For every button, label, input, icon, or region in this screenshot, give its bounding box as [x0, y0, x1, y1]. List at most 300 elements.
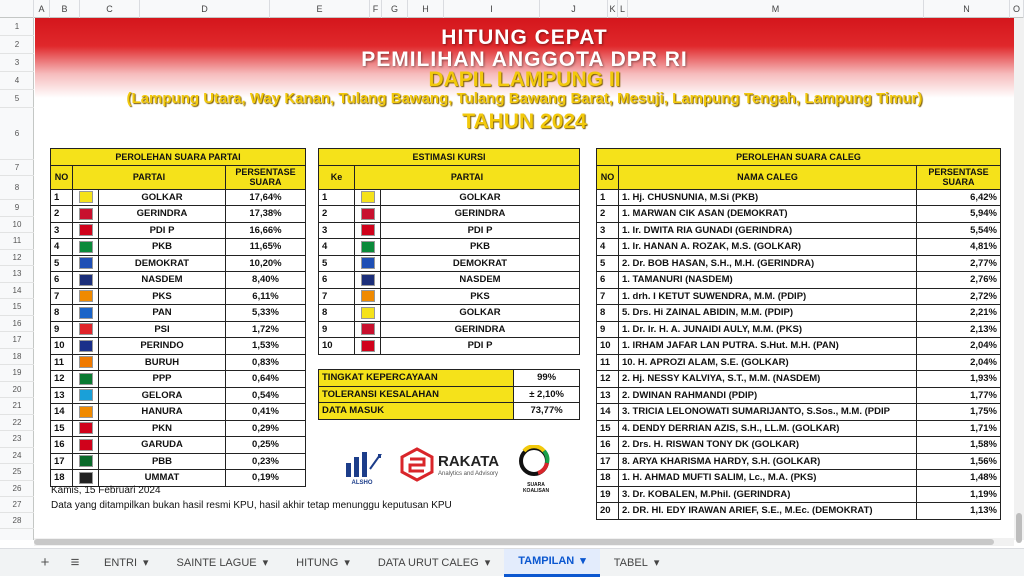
party-logo-icon: [79, 406, 93, 418]
row-header-15[interactable]: 15: [0, 299, 34, 316]
party-pct: 10,20%: [226, 255, 306, 272]
column-header-M[interactable]: M: [628, 0, 924, 18]
stats-table: [318, 369, 580, 420]
party-logo-icon: [361, 208, 375, 220]
party-name: DEMOKRAT: [99, 255, 226, 272]
party-logo: [73, 255, 99, 272]
footnote-disclaimer: Data yang ditampilkan bukan hasil resmi KPU, hasil akhir tetap menunggu keputusan KPU: [51, 500, 452, 511]
table-row: [51, 288, 306, 305]
caleg-pct: 1,71%: [917, 420, 1001, 437]
party-logo: [73, 420, 99, 437]
table-row: [597, 321, 1001, 338]
caleg-name: 1. Hj. CHUSNUNIA, M.Si (PKB): [619, 189, 917, 206]
row-no: 2: [51, 206, 73, 223]
table-row: [51, 189, 306, 206]
table-row: [51, 206, 306, 223]
row-header-22[interactable]: 22: [0, 415, 34, 432]
party-name: PPP: [99, 371, 226, 388]
table-row: [319, 305, 580, 322]
row-no: 6: [319, 272, 355, 289]
party-logo-icon: [361, 241, 375, 253]
party-logo: [73, 387, 99, 404]
party-name: NASDEM: [381, 272, 580, 289]
caleg-name: 2. DWINAN RAHMANDI (PDIP): [619, 387, 917, 404]
row-header-21[interactable]: 21: [0, 398, 34, 415]
row-header-19[interactable]: 19: [0, 365, 34, 382]
sheet-tab-label: ENTRI: [104, 556, 137, 569]
party-table-header: PEROLEHAN SUARA PARTAI: [51, 149, 306, 166]
caleg-pct: 1,77%: [917, 387, 1001, 404]
table-row: [319, 272, 580, 289]
table-row: [51, 470, 306, 487]
caleg-name: 4. DENDY DERRIAN AZIS, S.H., LL.M. (GOLKAR): [619, 420, 917, 437]
row-header-3[interactable]: 3: [0, 54, 34, 72]
column-header-F[interactable]: F: [370, 0, 382, 18]
row-no: 16: [597, 437, 619, 454]
party-logo: [73, 206, 99, 223]
party-logo-icon: [79, 455, 93, 467]
sheet-tab-sainte-lague[interactable]: [163, 549, 283, 577]
row-no: 7: [597, 288, 619, 305]
row-header-27[interactable]: 27: [0, 497, 34, 513]
row-no: 9: [319, 321, 355, 338]
caleg-name: 1. IRHAM JAFAR LAN PUTRA. S.Hut. M.H. (PAN): [619, 338, 917, 355]
row-no: 4: [597, 239, 619, 256]
stat-label: DATA MASUK: [319, 403, 514, 420]
party-logo-icon: [361, 307, 375, 319]
sheet-tab-label: DATA URUT CALEG: [377, 556, 479, 569]
column-header-C[interactable]: C: [80, 0, 140, 18]
col-no: NO: [51, 165, 73, 189]
caleg-name: 1. Ir. DWITA RIA GUNADI (GERINDRA): [619, 222, 917, 239]
party-logo-icon: [79, 191, 93, 203]
party-logo-icon: [79, 389, 93, 401]
row-header-4[interactable]: 4: [0, 72, 34, 90]
table-row: [319, 321, 580, 338]
horizontal-scrollbar[interactable]: [34, 538, 1014, 546]
party-name: PKN: [99, 420, 226, 437]
party-name: PKB: [99, 239, 226, 256]
sheet-tab-tabel[interactable]: [600, 549, 674, 577]
party-name: BURUH: [99, 354, 226, 371]
party-logo-icon: [79, 257, 93, 269]
table-row: [319, 338, 580, 355]
sheet-tab-label: HITUNG: [296, 556, 339, 569]
party-logo-icon: [79, 340, 93, 352]
table-row: [51, 255, 306, 272]
table-row: [597, 503, 1001, 520]
title-line1: HITUNG CEPAT: [441, 26, 608, 49]
row-no: 13: [51, 387, 73, 404]
row-no: 3: [51, 222, 73, 239]
caleg-votes-table: [596, 148, 1001, 520]
party-logo: [355, 206, 381, 223]
party-logo-icon: [361, 224, 375, 236]
row-no: 7: [319, 288, 355, 305]
row-no: 18: [597, 470, 619, 487]
row-no: 6: [51, 272, 73, 289]
alsho-logo: ALSHO: [340, 449, 384, 483]
row-no: 9: [597, 321, 619, 338]
table-row: [597, 305, 1001, 322]
row-header-7[interactable]: 7: [0, 160, 34, 176]
col-pct: PERSENTASE SUARA: [226, 165, 306, 189]
sheet-tabs: [90, 549, 673, 577]
row-header-28[interactable]: 28: [0, 513, 34, 529]
row-no: 10: [597, 338, 619, 355]
party-name: PKS: [381, 288, 580, 305]
column-header-J[interactable]: J: [540, 0, 608, 18]
stat-value: ± 2,10%: [514, 386, 580, 403]
row-no: 8: [319, 305, 355, 322]
party-logo-icon: [79, 373, 93, 385]
row-no: 13: [597, 387, 619, 404]
row-header-17[interactable]: 17: [0, 332, 34, 349]
party-logo: [73, 321, 99, 338]
table-row: [597, 338, 1001, 355]
stat-value: 73,77%: [514, 403, 580, 420]
table-row: [51, 338, 306, 355]
party-votes-table: [50, 148, 306, 487]
sheet-canvas: [35, 18, 1014, 538]
row-header-bar: [0, 18, 34, 540]
column-header-B[interactable]: B: [50, 0, 80, 18]
caleg-name: 3. TRICIA LELONOWATI SUMARIJANTO, S.Sos., M.M. (PDIP: [619, 404, 917, 421]
row-no: 9: [51, 321, 73, 338]
chevron-down-icon[interactable]: ▾: [484, 556, 491, 569]
party-pct: 6,11%: [226, 288, 306, 305]
caleg-name: 1. drh. I KETUT SUWENDRA, M.M. (PDIP): [619, 288, 917, 305]
party-logo: [73, 354, 99, 371]
all-sheets-menu-button[interactable]: ≡: [70, 554, 80, 571]
row-header-16[interactable]: 16: [0, 316, 34, 333]
table-row: [319, 222, 580, 239]
caleg-name: 2. Drs. H. RISWAN TONY DK (GOLKAR): [619, 437, 917, 454]
party-logo: [73, 305, 99, 322]
caleg-name: 3. Dr. KOBALEN, M.Phil. (GERINDRA): [619, 486, 917, 503]
table-row: [51, 387, 306, 404]
row-no: 18: [51, 470, 73, 487]
caleg-name: 5. Drs. Hi ZAINAL ABIDIN, M.M. (PDIP): [619, 305, 917, 322]
table-row: [597, 470, 1001, 487]
sheet-tab-label: TAMPILAN: [518, 555, 575, 567]
sheet-tab-tampilan[interactable]: [504, 549, 600, 577]
row-header-13[interactable]: 13: [0, 266, 34, 283]
row-no: 11: [51, 354, 73, 371]
row-header-2[interactable]: 2: [0, 36, 34, 54]
party-pct: 0,29%: [226, 420, 306, 437]
caleg-name: 2. Dr. BOB HASAN, S.H., M.H. (GERINDRA): [619, 255, 917, 272]
party-logo: [355, 189, 381, 206]
row-no: 1: [319, 189, 355, 206]
column-header-O[interactable]: O: [1010, 0, 1024, 18]
rakata-icon: [400, 447, 435, 482]
row-header-12[interactable]: 12: [0, 250, 34, 267]
table-row: [51, 354, 306, 371]
party-logo-icon: [79, 224, 93, 236]
party-logo: [355, 272, 381, 289]
party-name: PAN: [99, 305, 226, 322]
party-logo-icon: [79, 290, 93, 302]
sheet-tab-label: SAINTE LAGUE: [176, 556, 257, 569]
row-header-24[interactable]: 24: [0, 448, 34, 465]
row-header-11[interactable]: 11: [0, 233, 34, 250]
column-header-D[interactable]: D: [140, 0, 270, 18]
stat-label: TOLERANSI KESALAHAN: [319, 386, 514, 403]
row-no: 2: [597, 206, 619, 223]
chevron-down-icon[interactable]: ▾: [143, 556, 149, 569]
party-name: PKS: [99, 288, 226, 305]
row-header-14[interactable]: 14: [0, 283, 34, 300]
col-no: NO: [597, 165, 619, 189]
vertical-scrollbar[interactable]: [1014, 18, 1024, 540]
row-header-10[interactable]: 10: [0, 217, 34, 234]
party-logo: [73, 189, 99, 206]
party-logo: [73, 222, 99, 239]
table-row: [51, 404, 306, 421]
row-no: 1: [51, 189, 73, 206]
caleg-pct: 2,04%: [917, 354, 1001, 371]
add-sheet-button[interactable]: +: [40, 554, 50, 571]
row-no: 16: [51, 437, 73, 454]
caleg-pct: 1,19%: [917, 486, 1001, 503]
table-row: [319, 239, 580, 256]
party-name: NASDEM: [99, 272, 226, 289]
column-header-N[interactable]: N: [924, 0, 1010, 18]
party-logo-icon: [79, 422, 93, 434]
row-header-5[interactable]: 5: [0, 90, 34, 108]
party-name: GERINDRA: [99, 206, 226, 223]
row-no: 10: [319, 338, 355, 355]
party-logo: [355, 222, 381, 239]
title-line4: (Lampung Utara, Way Kanan, Tulang Bawang, Tulang Bawang Barat, Mesuji, Lampung Tengah, Lampung Timur): [126, 90, 923, 107]
party-logo-icon: [361, 274, 375, 286]
sheet-tab-data-urut-caleg[interactable]: [364, 549, 504, 577]
row-no: 19: [597, 486, 619, 503]
party-name: PDI P: [381, 222, 580, 239]
table-row: [597, 437, 1001, 454]
col-nama-caleg: NAMA CALEG: [619, 165, 917, 189]
party-logo: [355, 338, 381, 355]
caleg-pct: 6,42%: [917, 189, 1001, 206]
column-header-K[interactable]: K: [608, 0, 618, 18]
row-header-6[interactable]: 6: [0, 108, 34, 160]
stat-value: 99%: [514, 370, 580, 387]
party-logo: [355, 255, 381, 272]
party-logo: [73, 288, 99, 305]
party-pct: 8,40%: [226, 272, 306, 289]
caleg-pct: 2,04%: [917, 338, 1001, 355]
party-name: UMMAT: [99, 470, 226, 487]
row-no: 12: [51, 371, 73, 388]
party-logo-icon: [79, 472, 93, 484]
party-logo-icon: [79, 208, 93, 220]
row-no: 5: [51, 255, 73, 272]
party-pct: 1,72%: [226, 321, 306, 338]
party-pct: 0,83%: [226, 354, 306, 371]
column-header-bar: [0, 0, 1024, 18]
party-pct: 1,53%: [226, 338, 306, 355]
caleg-pct: 5,94%: [917, 206, 1001, 223]
party-logo: [73, 470, 99, 487]
row-no: 2: [319, 206, 355, 223]
caleg-pct: 2,13%: [917, 321, 1001, 338]
party-logo-icon: [361, 191, 375, 203]
caleg-pct: 2,21%: [917, 305, 1001, 322]
row-header-23[interactable]: 23: [0, 431, 34, 448]
party-name: DEMOKRAT: [381, 255, 580, 272]
table-row: [319, 206, 580, 223]
row-header-18[interactable]: 18: [0, 349, 34, 366]
caleg-name: 2. Hj. NESSY KALVIYA, S.T., M.M. (NASDEM): [619, 371, 917, 388]
column-header-L[interactable]: L: [618, 0, 628, 18]
row-no: 3: [597, 222, 619, 239]
title-line3: DAPIL LAMPUNG II: [428, 68, 621, 91]
caleg-pct: 2,76%: [917, 272, 1001, 289]
table-row: [597, 272, 1001, 289]
caleg-pct: 2,77%: [917, 255, 1001, 272]
table-row: [51, 305, 306, 322]
table-row: [597, 239, 1001, 256]
party-logo: [355, 239, 381, 256]
party-pct: 5,33%: [226, 305, 306, 322]
col-partai: PARTAI: [355, 165, 580, 189]
col-pct: PERSENTASE SUARA: [917, 165, 1001, 189]
party-name: GOLKAR: [381, 189, 580, 206]
party-logo: [73, 338, 99, 355]
party-logo-icon: [79, 356, 93, 368]
sponsor-logos: [340, 443, 590, 494]
suara-logo: SUARA KOALISAN: [516, 445, 556, 487]
caleg-pct: 1,56%: [917, 453, 1001, 470]
chevron-down-icon[interactable]: ▾: [262, 556, 269, 569]
caleg-pct: 1,48%: [917, 470, 1001, 487]
table-row: [597, 255, 1001, 272]
party-logo: [73, 404, 99, 421]
party-logo-icon: [79, 274, 93, 286]
row-header-25[interactable]: 25: [0, 464, 34, 481]
row-header-26[interactable]: 26: [0, 481, 34, 498]
table-row: [597, 486, 1001, 503]
party-logo-icon: [361, 257, 375, 269]
caleg-pct: 1,75%: [917, 404, 1001, 421]
table-row: [597, 206, 1001, 223]
row-header-9[interactable]: 9: [0, 200, 34, 217]
table-row: [597, 420, 1001, 437]
party-name: PSI: [99, 321, 226, 338]
stat-row: [319, 386, 580, 403]
row-no: 14: [51, 404, 73, 421]
col-partai: PARTAI: [73, 165, 226, 189]
row-header-20[interactable]: 20: [0, 382, 34, 399]
caleg-name: 10. H. APROZI ALAM, S.E. (GOLKAR): [619, 354, 917, 371]
caleg-pct: 5,54%: [917, 222, 1001, 239]
table-row: [597, 453, 1001, 470]
party-name: GERINDRA: [381, 206, 580, 223]
sheet-tab-entri[interactable]: [90, 549, 163, 577]
party-logo-icon: [361, 323, 375, 335]
caleg-pct: 1,13%: [917, 503, 1001, 520]
table-row: [51, 239, 306, 256]
party-pct: 16,66%: [226, 222, 306, 239]
caleg-name: 1. TAMANURI (NASDEM): [619, 272, 917, 289]
row-no: 6: [597, 272, 619, 289]
caleg-pct: 1,93%: [917, 371, 1001, 388]
column-header-H[interactable]: H: [408, 0, 444, 18]
row-no: 15: [51, 420, 73, 437]
party-pct: 0,64%: [226, 371, 306, 388]
table-row: [597, 404, 1001, 421]
party-logo: [73, 453, 99, 470]
row-header-8[interactable]: 8: [0, 176, 34, 200]
party-name: PBB: [99, 453, 226, 470]
row-no: 3: [319, 222, 355, 239]
table-row: [597, 387, 1001, 404]
row-header-1[interactable]: 1: [0, 18, 34, 36]
table-row: [597, 222, 1001, 239]
table-row: [51, 321, 306, 338]
column-header-E[interactable]: E: [270, 0, 370, 18]
chevron-down-icon[interactable]: ▾: [580, 555, 586, 567]
party-name: GOLKAR: [99, 189, 226, 206]
stat-label: TINGKAT KEPERCAYAAN: [319, 370, 514, 387]
chevron-down-icon[interactable]: ▾: [344, 556, 350, 569]
row-no: 8: [51, 305, 73, 322]
row-no: 17: [51, 453, 73, 470]
party-pct: 11,65%: [226, 239, 306, 256]
sheet-tab-hitung[interactable]: [282, 549, 364, 577]
row-no: 7: [51, 288, 73, 305]
column-header-G[interactable]: G: [382, 0, 408, 18]
party-logo-icon: [79, 323, 93, 335]
table-row: [51, 272, 306, 289]
table-row: [51, 371, 306, 388]
title-line2: PEMILIHAN ANGGOTA DPR RI: [361, 48, 688, 71]
party-pct: 0,23%: [226, 453, 306, 470]
column-header-A[interactable]: A: [34, 0, 50, 18]
seat-table-header: ESTIMASI KURSI: [319, 149, 580, 166]
select-all-corner[interactable]: [0, 0, 34, 18]
row-no: 11: [597, 354, 619, 371]
party-name: HANURA: [99, 404, 226, 421]
party-pct: 0,19%: [226, 470, 306, 487]
row-no: 10: [51, 338, 73, 355]
party-name: PDI P: [381, 338, 580, 355]
party-logo-icon: [361, 290, 375, 302]
caleg-pct: 4,81%: [917, 239, 1001, 256]
party-logo-icon: [361, 340, 375, 352]
party-name: PDI P: [99, 222, 226, 239]
party-logo: [73, 239, 99, 256]
party-name: PERINDO: [99, 338, 226, 355]
sheet-tab-bar: [0, 548, 1024, 576]
title-line5: TAHUN 2024: [462, 110, 587, 133]
caleg-name: 1. MARWAN CIK ASAN (DEMOKRAT): [619, 206, 917, 223]
col-ke: Ke: [319, 165, 355, 189]
table-row: [597, 189, 1001, 206]
caleg-pct: 1,58%: [917, 437, 1001, 454]
party-logo: [73, 371, 99, 388]
table-row: [597, 354, 1001, 371]
column-header-I[interactable]: I: [444, 0, 540, 18]
rakata-logo-text: RAKATA: [438, 453, 500, 470]
chevron-down-icon[interactable]: ▾: [653, 556, 660, 569]
table-row: [51, 420, 306, 437]
caleg-name: 1. Dr. Ir. H. A. JUNAIDI AULY, M.M. (PKS): [619, 321, 917, 338]
party-logo: [355, 305, 381, 322]
party-name: GARUDA: [99, 437, 226, 454]
party-pct: 0,25%: [226, 437, 306, 454]
